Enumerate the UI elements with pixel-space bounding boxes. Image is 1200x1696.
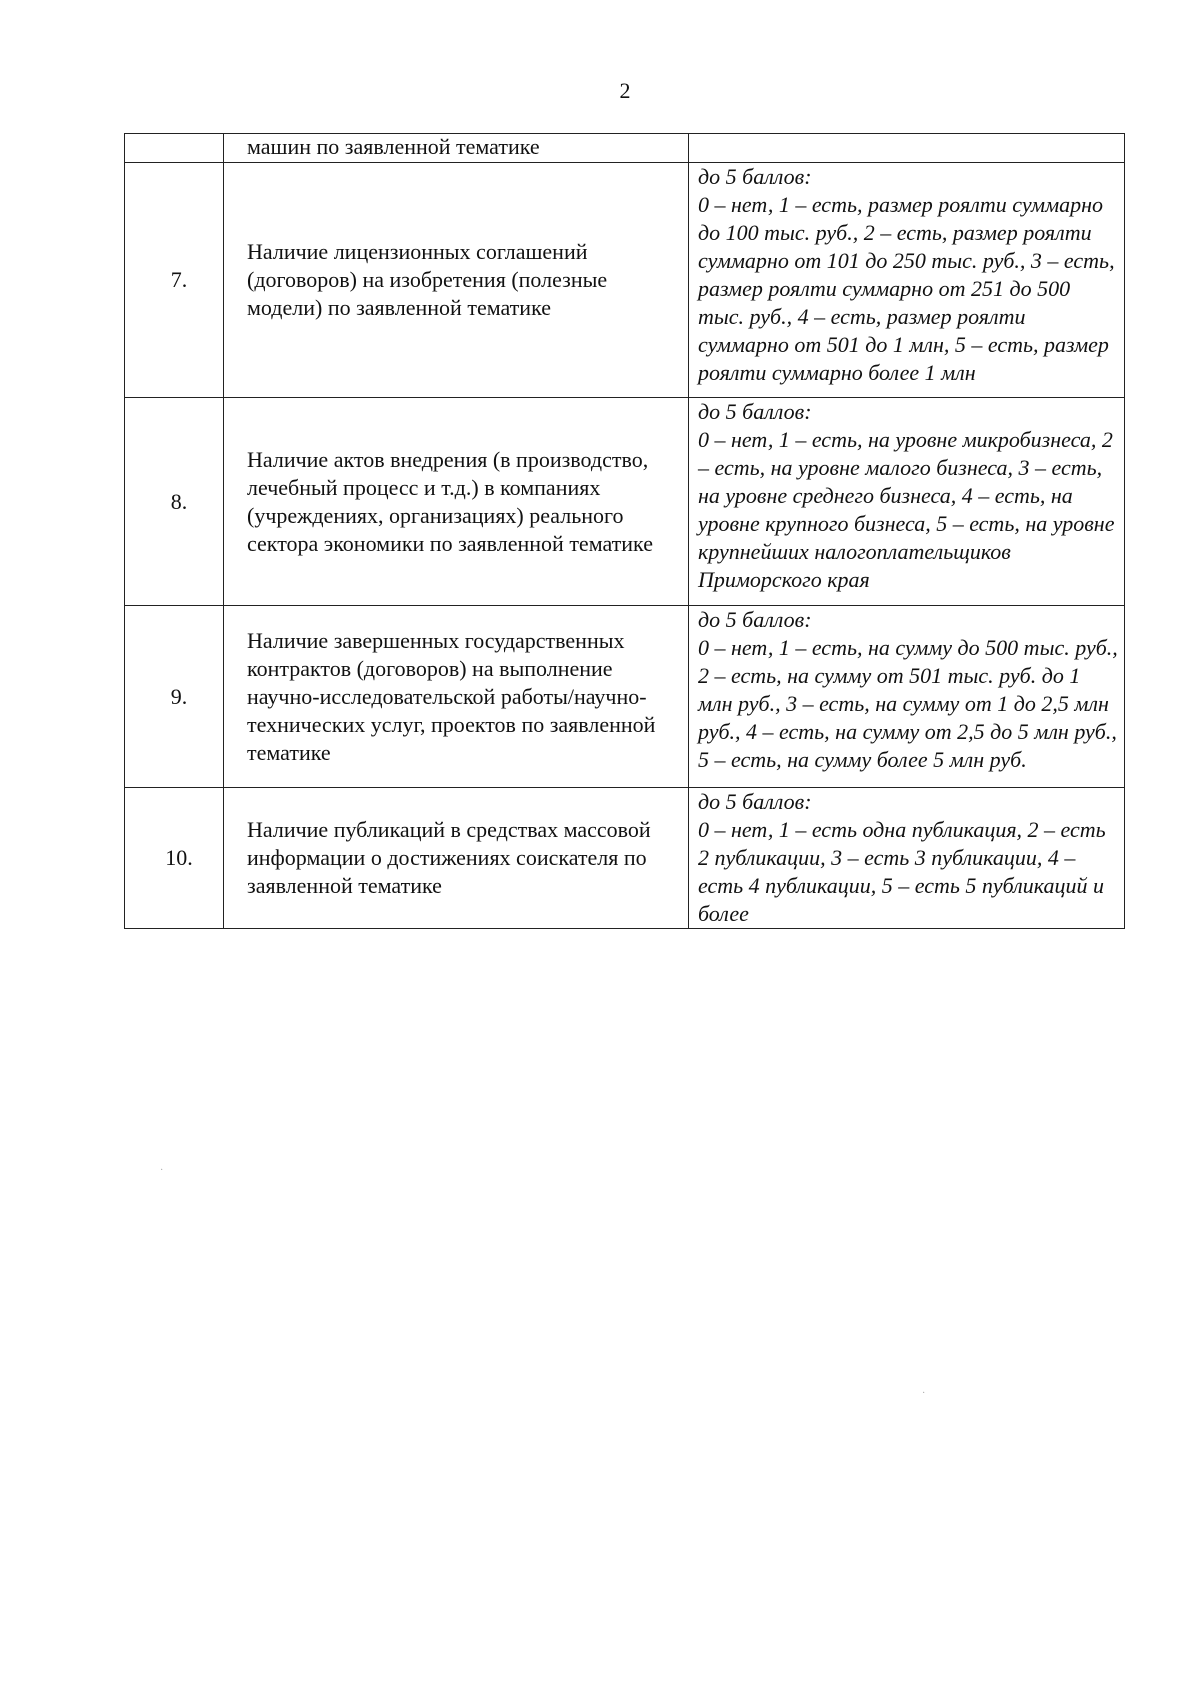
scan-speck: ·	[160, 1165, 164, 1176]
score-description: 0 – нет, 1 – есть одна публикация, 2 – есть 2 публикации, 3 – есть 3 публикации, 4 – есть 4 публикации, 5 – есть 5 публикаций и более	[698, 817, 1106, 926]
table-row	[125, 788, 1125, 929]
criteria-table	[124, 133, 1125, 929]
score-heading: до 5 баллов:	[698, 789, 812, 814]
criterion-cell: машин по заявленной тематике	[224, 134, 689, 163]
score-heading: до 5 баллов:	[698, 399, 812, 424]
score-cell	[689, 788, 1125, 929]
scan-speck: ·	[922, 1388, 926, 1399]
page-number: 2	[619, 78, 631, 103]
score-cell	[689, 606, 1125, 788]
row-number-cell: 9.	[125, 606, 224, 788]
score-cell	[689, 134, 1125, 163]
score-heading: до 5 баллов:	[698, 607, 812, 632]
criterion-cell: Наличие актов внедрения (в производство, лечебный процесс и т.д.) в компаниях (учреждениях, организациях) реального сектора экономики по заявленной тематике	[224, 398, 689, 606]
score-description: 0 – нет, 1 – есть, на уровне микробизнеса, 2 – есть, на уровне малого бизнеса, 3 – есть, на уровне среднего бизнеса, 4 – есть, на уровне крупного бизнеса, 5 – есть, на уровне крупнейших налогоплательщиков Приморского края	[698, 427, 1115, 592]
score-cell	[689, 398, 1125, 606]
criterion-cell: Наличие публикаций в средствах массовой информации о достижениях соискателя по заявленной тематике	[224, 788, 689, 929]
table-row-continuation	[125, 134, 1125, 163]
score-description: 0 – нет, 1 – есть, на сумму до 500 тыс. руб., 2 – есть, на сумму от 501 тыс. руб. до 1 млн руб., 3 – есть, на сумму от 1 до 2,5 млн руб., 4 – есть, на сумму от 2,5 до 5 млн руб., 5 – есть, на сумму более 5 млн руб.	[698, 635, 1118, 772]
criterion-cell: Наличие завершенных государственных контрактов (договоров) на выполнение научно-исследовательской работы/научно-технических услуг, проектов по заявленной тематике	[224, 606, 689, 788]
table-row	[125, 606, 1125, 788]
table-row	[125, 163, 1125, 398]
row-number-cell	[125, 134, 224, 163]
score-cell	[689, 163, 1125, 398]
score-description: 0 – нет, 1 – есть, размер роялти суммарно до 100 тыс. руб., 2 – есть, размер роялти суммарно от 101 до 250 тыс. руб., 3 – есть, размер роялти суммарно от 251 до 500 тыс. руб., 4 – есть, размер роялти суммарно от 501 до 1 млн, 5 – есть, размер роялти суммарно более 1 млн	[698, 192, 1115, 385]
criterion-cell: Наличие лицензионных соглашений (договоров) на изобретения (полезные модели) по заявленной тематике	[224, 163, 689, 398]
row-number-cell: 7.	[125, 163, 224, 398]
row-number-cell: 10.	[125, 788, 224, 929]
row-number-cell: 8.	[125, 398, 224, 606]
score-heading: до 5 баллов:	[698, 164, 812, 189]
table-row	[125, 398, 1125, 606]
